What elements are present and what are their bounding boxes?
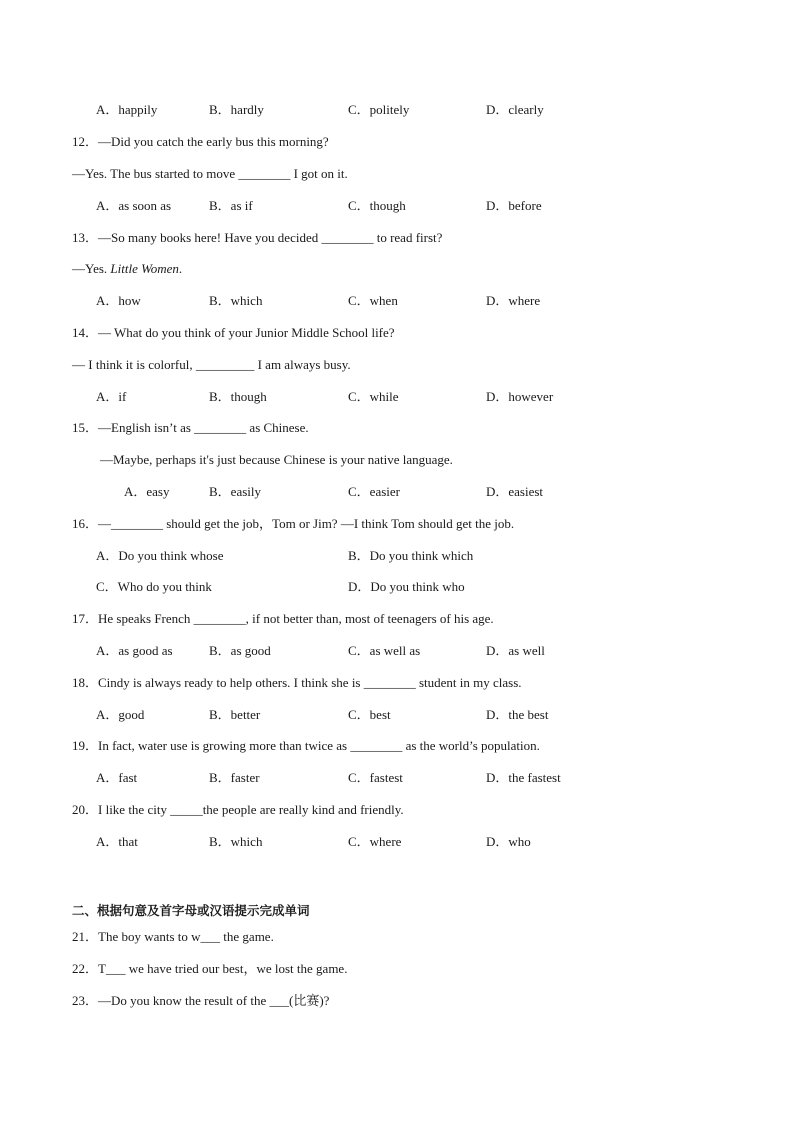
q12-option-a: A．as soon as <box>96 198 172 213</box>
q13-answer-prefix: —Yes. <box>72 261 111 276</box>
q22-question: 22．T___ we have tried our best，we lost the game. <box>72 961 348 976</box>
q18-option-c: C．best <box>348 707 391 722</box>
q20-option-c: C．where <box>348 834 402 849</box>
q17-option-c: C．as well as <box>348 643 421 658</box>
section-2-title: 二、根据句意及首字母或汉语提示完成单词 <box>72 903 310 918</box>
q16-question: 16．—________ should get the job，Tom or Jim? —I think Tom should get the job. <box>72 516 515 531</box>
q17-question: 17．He speaks French ________, if not better than, most of teenagers of his age. <box>72 611 494 626</box>
q14-option-b: B．though <box>209 389 267 404</box>
q15-answer-line: —Maybe, perhaps it's just because Chinese is your native language. <box>100 452 453 467</box>
q20-option-d: D．who <box>486 834 531 849</box>
q17-option-a: A．as good as <box>96 643 173 658</box>
q14-answer-line: — I think it is colorful, _________ I am always busy. <box>72 357 351 372</box>
q13-option-a: A．how <box>96 293 141 308</box>
q19-question: 19．In fact, water use is growing more than twice as ________ as the world’s population. <box>72 738 540 753</box>
q15-option-b: B．easily <box>209 484 261 499</box>
q16-option-b: B．Do you think which <box>348 548 474 563</box>
q17-option-b: B．as good <box>209 643 271 658</box>
q21-question: 21．The boy wants to w___ the game. <box>72 929 274 944</box>
q19-option-d: D．the fastest <box>486 770 561 785</box>
q15-option-a: A．easy <box>124 484 170 499</box>
q13-option-c: C．when <box>348 293 398 308</box>
q12-answer-line: —Yes. The bus started to move ________ I got on it. <box>72 166 348 181</box>
q18-option-d: D．the best <box>486 707 549 722</box>
q12-option-b: B．as if <box>209 198 253 213</box>
q16-option-a: A．Do you think whose <box>96 548 224 563</box>
q12-option-d: D．before <box>486 198 542 213</box>
q19-option-a: A．fast <box>96 770 138 785</box>
q12-option-c: C．though <box>348 198 406 213</box>
q18-option-a: A．good <box>96 707 145 722</box>
q15-option-c: C．easier <box>348 484 400 499</box>
q18-option-b: B．better <box>209 707 261 722</box>
q13-answer-line <box>72 261 182 277</box>
q11-option-c: C．politely <box>348 102 410 117</box>
q13-book-title: Little Women <box>110 261 179 276</box>
q20-question: 20．I like the city _____the people are really kind and friendly. <box>72 802 404 817</box>
q23-question: 23．—Do you know the result of the ___(比赛)? <box>72 993 330 1008</box>
q16-option-d: D．Do you think who <box>348 579 465 594</box>
q15-option-d: D．easiest <box>486 484 544 499</box>
q11-option-d: D．clearly <box>486 102 544 117</box>
q14-option-c: C．while <box>348 389 399 404</box>
q20-option-b: B．which <box>209 834 263 849</box>
q17-option-d: D．as well <box>486 643 545 658</box>
q13-option-b: B．which <box>209 293 263 308</box>
q13-option-d: D．where <box>486 293 541 308</box>
q20-option-a: A．that <box>96 834 138 849</box>
q13-answer-suffix: . <box>178 261 183 276</box>
q19-option-b: B．faster <box>209 770 260 785</box>
q12-question: 12．—Did you catch the early bus this morning? <box>72 134 329 149</box>
q16-option-c: C．Who do you think <box>96 579 212 594</box>
q14-option-a: A．if <box>96 389 127 404</box>
q13-question: 13．—So many books here! Have you decided ________ to read first? <box>72 230 443 245</box>
q14-option-d: D．however <box>486 389 554 404</box>
q19-option-c: C．fastest <box>348 770 403 785</box>
q18-question: 18．Cindy is always ready to help others. I think she is ________ student in my class. <box>72 675 522 690</box>
q11-option-a: A．happily <box>96 102 158 117</box>
q11-option-b: B．hardly <box>209 102 264 117</box>
q15-question: 15．—English isn’t as ________ as Chinese. <box>72 420 309 435</box>
q14-question: 14．— What do you think of your Junior Middle School life? <box>72 325 395 340</box>
